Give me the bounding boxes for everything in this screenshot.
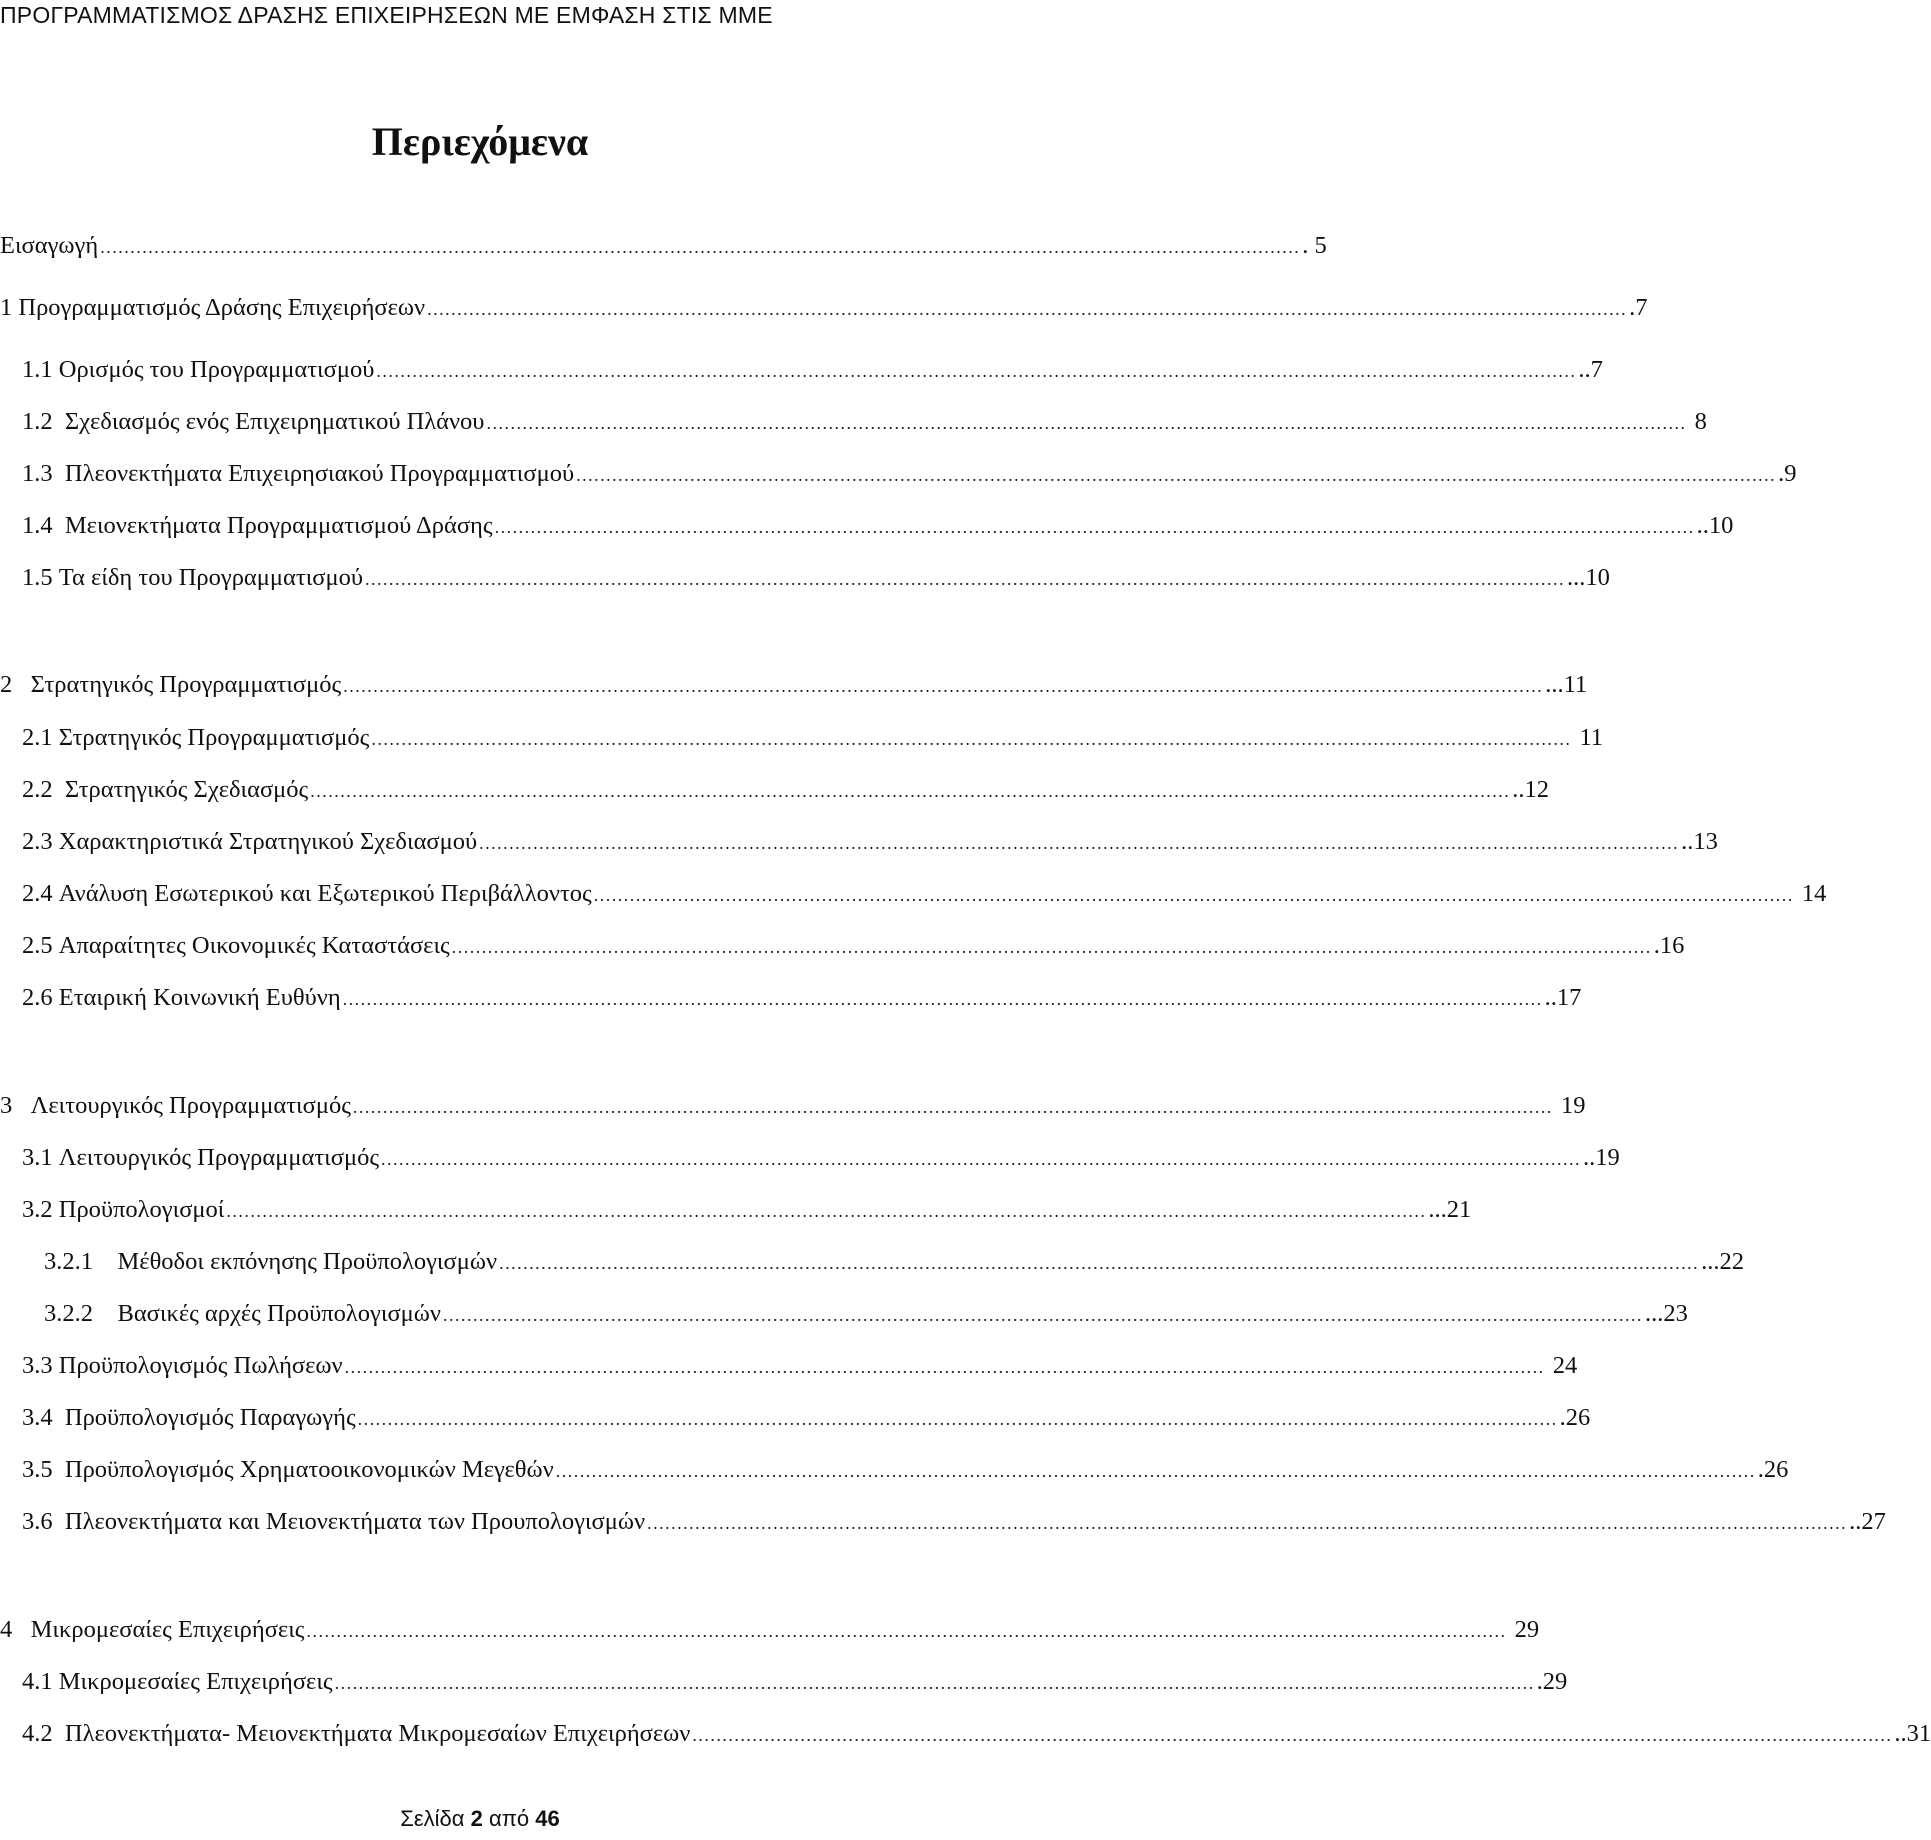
toc-entry-page: 11: [1573, 724, 1604, 751]
toc-entry-page: ..31: [1894, 1720, 1931, 1747]
toc-entry-page: ...10: [1567, 564, 1610, 591]
toc-entry-page: ..7: [1578, 356, 1603, 383]
toc-entry: [22, 558, 1610, 598]
toc-entry: [0, 1610, 1540, 1650]
toc-entry-number: 4.2: [22, 1720, 65, 1747]
toc-entry-number: 2.5: [22, 932, 59, 959]
toc-entry-number: 3.2: [22, 1196, 59, 1223]
toc-entry-title: Μικρομεσαίες Επιχειρήσεις: [58, 1668, 333, 1695]
toc-entry: [0, 1086, 1586, 1126]
toc-entry-page: ...22: [1701, 1248, 1744, 1275]
toc-dot-leader: ........................................................................................................................................................................................................: [344, 1357, 1545, 1377]
toc-entry: [22, 350, 1603, 390]
toc-dot-leader: ........................................................................................................................................................................................................: [100, 237, 1301, 257]
toc-entry-title: Προγραμματισμός Δράσης Επιχειρήσεων: [18, 294, 426, 321]
toc-entry-title: Πλεονεκτήματα Επιχειρησιακού Προγραμματισμού: [64, 460, 575, 487]
footer-prefix: Σελίδα: [400, 1806, 471, 1831]
toc-entry-page: ..13: [1681, 828, 1718, 855]
toc-entry-number: 1.2: [22, 408, 65, 435]
toc-entry: [22, 1346, 1578, 1386]
toc-entry-title: Πλεονεκτήματα και Μειονεκτήματα των Προυπολογισμών: [64, 1508, 646, 1535]
toc-entry-number: 2.6: [22, 984, 59, 1011]
toc-entry: [22, 1714, 1931, 1754]
toc-entry-number: 3.6: [22, 1508, 65, 1535]
toc-dot-leader: ........................................................................................................................................................................................................: [486, 413, 1687, 433]
toc-dot-leader: ........................................................................................................................................................................................................: [226, 1201, 1427, 1221]
toc-dot-leader: ........................................................................................................................................................................................................: [692, 1725, 1893, 1745]
toc-entry: [22, 1398, 1591, 1438]
toc-entry-page: ..19: [1583, 1144, 1620, 1171]
toc-entry: [22, 506, 1734, 546]
toc-dot-leader: ........................................................................................................................................................................................................: [376, 361, 1577, 381]
toc-dot-leader: ........................................................................................................................................................................................................: [342, 989, 1543, 1009]
toc-entry-title: Προϋπολογισμός Παραγωγής: [64, 1404, 356, 1431]
toc-dot-leader: ........................................................................................................................................................................................................: [479, 833, 1680, 853]
toc-dot-leader: ........................................................................................................................................................................................................: [371, 729, 1572, 749]
toc-entry-page: .26: [1757, 1456, 1789, 1483]
toc-entry-title: Λειτουργικός Προγραμματισμός: [30, 1092, 351, 1119]
toc-entry-number: 4: [0, 1616, 31, 1643]
toc-entry-page: 29: [1508, 1616, 1540, 1643]
toc-entry: [22, 874, 1827, 914]
toc-dot-leader: ........................................................................................................................................................................................................: [427, 299, 1628, 319]
toc-entry: [22, 454, 1797, 494]
toc-dot-leader: ........................................................................................................................................................................................................: [352, 1097, 1553, 1117]
toc-dot-leader: ........................................................................................................................................................................................................: [555, 1461, 1756, 1481]
toc-entry-page: ..10: [1696, 512, 1734, 539]
toc-entry-page: ..27: [1849, 1508, 1886, 1535]
toc-entry-number: 1.3: [22, 460, 65, 487]
toc-dot-leader: ........................................................................................................................................................................................................: [310, 781, 1511, 801]
toc-dot-leader: ........................................................................................................................................................................................................: [365, 569, 1566, 589]
toc-entry: [22, 926, 1685, 966]
toc-entry-page: .7: [1629, 294, 1648, 321]
toc-entry: [22, 822, 1718, 862]
toc-entry: [44, 1294, 1688, 1334]
toc-entry-page: 24: [1546, 1352, 1578, 1379]
toc-entry-title: Στρατηγικός Προγραμματισμός: [58, 724, 370, 751]
toc-entry-number: 3.2.1: [44, 1248, 118, 1275]
toc-entry-title: Λειτουργικός Προγραμματισμός: [58, 1144, 380, 1171]
toc-entry: [22, 1502, 1886, 1542]
toc-entry-page: 19: [1554, 1092, 1586, 1119]
toc-entry: [22, 1190, 1472, 1230]
toc-entry-title: Μέθοδοι εκπόνησης Προϋπολογισμών: [117, 1248, 498, 1275]
footer-total-pages: 46: [535, 1806, 560, 1831]
toc-entry-number: 1.1: [22, 356, 59, 383]
page-title: Περιεχόμενα: [371, 119, 589, 164]
toc-entry: [0, 226, 1327, 266]
toc-entry-number: 1.5: [22, 564, 59, 591]
toc-entry-number: 3.5: [22, 1456, 65, 1483]
toc-entry-title: Τα είδη του Προγραμματισμού: [58, 564, 364, 591]
toc-entry: [22, 1138, 1620, 1178]
toc-entry-page: ..12: [1512, 776, 1549, 803]
page-footer: [0, 1806, 960, 1832]
toc-dot-leader: ........................................................................................................................................................................................................: [334, 1673, 1535, 1693]
toc-dot-leader: ........................................................................................................................................................................................................: [647, 1513, 1848, 1533]
toc-entry-title: Προϋπολογισμός Χρηματοοικονομικών Μεγεθών: [64, 1456, 554, 1483]
toc-entry-title: Βασικές αρχές Προϋπολογισμών: [117, 1300, 442, 1327]
toc-entry-number: 3.1: [22, 1144, 59, 1171]
toc-entry-number: 2.4: [22, 880, 59, 907]
toc-entry-page: . 5: [1302, 232, 1327, 259]
toc-entry-page: .29: [1536, 1668, 1568, 1695]
toc-entry-number: 1.4: [22, 512, 65, 539]
toc-entry: [0, 288, 1648, 328]
toc-entry-title: Απαραίτητες Οικονομικές Καταστάσεις: [58, 932, 450, 959]
toc-dot-leader: ........................................................................................................................................................................................................: [443, 1305, 1644, 1325]
toc-entry-title: Εταιρική Κοινωνική Ευθύνη: [58, 984, 341, 1011]
toc-entry: [22, 978, 1582, 1018]
toc-entry-page: 8: [1688, 408, 1707, 435]
toc-entry-number: 3.3: [22, 1352, 59, 1379]
toc-entry-number: 3.4: [22, 1404, 65, 1431]
toc-entry: [0, 665, 1588, 705]
toc-dot-leader: ........................................................................................................................................................................................................: [576, 465, 1777, 485]
toc-entry-number: 2.2: [22, 776, 65, 803]
toc-entry-page: .16: [1653, 932, 1685, 959]
footer-middle: από: [482, 1806, 536, 1831]
toc-entry-title: Σχεδιασμός ενός Επιχειρηματικού Πλάνου: [64, 408, 485, 435]
toc-entry-page: .9: [1778, 460, 1797, 487]
toc-dot-leader: ........................................................................................................................................................................................................: [499, 1253, 1700, 1273]
toc-entry-number: 4.1: [22, 1668, 59, 1695]
toc-entry-title: Μικρομεσαίες Επιχειρήσεις: [30, 1616, 305, 1643]
toc-entry-title: Προϋπολογισμοί: [58, 1196, 225, 1223]
toc-dot-leader: ........................................................................................................................................................................................................: [381, 1149, 1582, 1169]
toc-entry-title: Στρατηγικός Σχεδιασμός: [64, 776, 309, 803]
toc-entry-number: 3.2.2: [44, 1300, 118, 1327]
toc-entry-page: 14: [1795, 880, 1827, 907]
toc-entry: [22, 718, 1604, 758]
toc-entry-page: ...11: [1545, 671, 1588, 698]
toc-entry-page: ..17: [1544, 984, 1582, 1011]
toc-dot-leader: ........................................................................................................................................................................................................: [343, 676, 1544, 696]
toc-entry-title: Εισαγωγή: [0, 232, 99, 259]
toc-entry-number: 2.1: [22, 724, 59, 751]
toc-entry-title: Πλεονεκτήματα- Μειονεκτήματα Μικρομεσαίων Επιχειρήσεων: [64, 1720, 691, 1747]
toc-entry-title: Χαρακτηριστικά Στρατηγικού Σχεδιασμού: [58, 828, 478, 855]
toc-dot-leader: ........................................................................................................................................................................................................: [593, 885, 1794, 905]
toc-entry-title: Μειονεκτήματα Προγραμματισμού Δράσης: [64, 512, 493, 539]
toc-entry-page: ...23: [1645, 1300, 1688, 1327]
toc-entry-page: ...21: [1428, 1196, 1472, 1223]
toc-entry: [22, 1662, 1568, 1702]
toc-entry-number: 1: [0, 294, 19, 321]
toc-entry: [44, 1242, 1744, 1282]
toc-entry: [22, 1450, 1789, 1490]
footer-current-page: 2: [470, 1806, 483, 1831]
toc-entry-title: Στρατηγικός Προγραμματισμός: [30, 671, 342, 698]
toc-entry-number: 3: [0, 1092, 31, 1119]
toc-dot-leader: ........................................................................................................................................................................................................: [357, 1409, 1558, 1429]
toc-entry-title: Ανάλυση Εσωτερικού και Εξωτερικού Περιβάλλοντος: [58, 880, 592, 907]
toc-entry-page: .26: [1559, 1404, 1591, 1431]
toc-entry-number: 2: [0, 671, 31, 698]
toc-entry-title: Ορισμός του Προγραμματισμού: [58, 356, 375, 383]
toc-entry-title: Προϋπολογισμός Πωλήσεων: [58, 1352, 343, 1379]
toc-entry: [22, 402, 1707, 442]
toc-entry-number: 2.3: [22, 828, 59, 855]
toc-entry: [22, 770, 1549, 810]
toc-dot-leader: ........................................................................................................................................................................................................: [494, 517, 1695, 537]
running-header: ΠΡΟΓΡΑΜΜΑΤΙΣΜΟΣ ΔΡΑΣΗΣ ΕΠΙΧΕΙΡΗΣΕΩΝ ΜΕ ΕΜΦΑΣΗ ΣΤΙΣ ΜΜΕ: [0, 2, 773, 28]
toc-dot-leader: ........................................................................................................................................................................................................: [451, 937, 1652, 957]
toc-dot-leader: ........................................................................................................................................................................................................: [306, 1621, 1507, 1641]
